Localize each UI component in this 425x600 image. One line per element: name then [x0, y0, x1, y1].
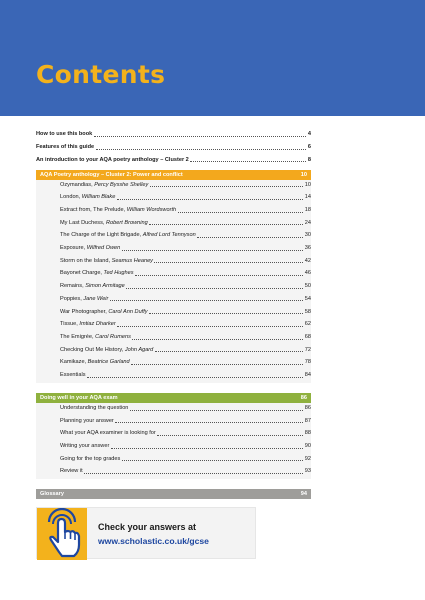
entry-author: William Wordsworth: [126, 207, 177, 214]
intro-entries: [36, 131, 311, 164]
section-title: Doing well in your AQA exam: [40, 394, 118, 401]
section-title: Glossary: [40, 491, 64, 498]
entry-title-text: What your AQA examiner is looking for: [60, 430, 156, 437]
toc-entry[interactable]: [60, 405, 311, 412]
entry-title: [60, 245, 120, 252]
entry-author: Seamus Heaney: [111, 257, 153, 264]
dot-leader: [117, 326, 303, 327]
toc-entry[interactable]: [60, 207, 311, 214]
page-title: Contents: [36, 60, 166, 89]
entry-author: Carol Rumens: [95, 333, 131, 340]
entry-title: [60, 405, 128, 412]
section-title: AQA Poetry anthology – Cluster 2: Power and conflict: [40, 171, 183, 178]
exam-skills-list: [36, 403, 311, 479]
entry-title: [60, 468, 83, 475]
entry-author: Wilfred Owen: [86, 245, 121, 252]
toc-entry[interactable]: [60, 372, 311, 379]
entry-page: 84: [304, 371, 311, 378]
dot-leader: [84, 473, 303, 474]
toc-entry[interactable]: [36, 131, 311, 138]
entry-page: 4: [307, 131, 311, 137]
section-header-doing-well[interactable]: [36, 393, 311, 403]
entry-title-text: Tissue,: [60, 321, 80, 328]
promo-box[interactable]: [36, 507, 256, 559]
entry-page: 86: [304, 404, 311, 411]
entry-title-text: Going for the top grades: [60, 455, 121, 462]
entry-title-text: Essentials: [60, 371, 86, 378]
entry-author: Carol Ann Duffy: [108, 308, 148, 315]
dot-leader: [149, 224, 303, 225]
entry-page: 68: [304, 333, 311, 340]
entry-title: [60, 418, 114, 425]
entry-title: [60, 321, 116, 328]
entry-page: 8: [307, 156, 311, 163]
entry-page: 72: [304, 346, 311, 353]
entry-author: Jane Weir: [83, 295, 109, 302]
toc-entry[interactable]: [60, 270, 311, 277]
entry-author: Imtiaz Dharker: [79, 321, 116, 328]
entry-page: 36: [304, 245, 311, 252]
entry-title-text: War Photographer,: [60, 308, 109, 315]
toc-entry[interactable]: [60, 258, 311, 265]
section-page: 10: [300, 171, 307, 178]
entry-title-text: Checking Out Me History,: [60, 346, 125, 353]
dot-leader: [110, 300, 303, 301]
entry-author: Robert Browning: [106, 219, 148, 226]
entry-title-text: My Last Duchess,: [60, 219, 107, 226]
entry-page: 78: [304, 359, 311, 366]
entry-title-text: Remains,: [60, 283, 86, 290]
entry-author: Simon Armitage: [85, 283, 125, 290]
entry-author: Alfred Lord Tennyson: [142, 232, 196, 239]
toc-entry[interactable]: [60, 430, 311, 437]
section-page: 86: [300, 394, 307, 401]
toc-entry[interactable]: [60, 456, 311, 463]
entry-title: [60, 232, 196, 239]
entry-title: [60, 456, 120, 463]
toc-entry[interactable]: [60, 321, 311, 328]
header-band: [0, 0, 425, 116]
entry-title: [60, 182, 148, 189]
entry-title-text: Kamikaze,: [60, 359, 88, 366]
toc-entry[interactable]: [60, 309, 311, 316]
entry-title-text: London,: [60, 194, 82, 201]
entry-page: 54: [304, 295, 311, 302]
dot-leader: [155, 351, 303, 352]
dot-leader: [122, 250, 303, 251]
entry-title-text: Extract from, The Prelude,: [60, 207, 127, 214]
entry-author: Ted Hughes: [103, 270, 134, 277]
entry-title-text: Storm on the Island,: [60, 257, 112, 264]
dot-leader: [178, 212, 304, 213]
entry-title-text: The Emigrée,: [60, 333, 96, 340]
dot-leader: [111, 448, 303, 449]
dot-leader: [122, 460, 303, 461]
entry-title: [60, 443, 109, 450]
entry-title: [60, 372, 86, 379]
entry-author: William Blake: [81, 194, 116, 201]
entry-title-text: Understanding the question: [60, 404, 129, 411]
dot-leader: [157, 435, 303, 436]
hand-pointer-icon: [37, 508, 87, 560]
entry-page: 42: [304, 257, 311, 264]
dot-leader: [115, 422, 303, 423]
toc-entry[interactable]: [60, 443, 311, 450]
section-header-poetry-anthology[interactable]: [36, 170, 311, 180]
dot-leader: [126, 288, 303, 289]
toc-entry[interactable]: [60, 194, 311, 201]
entry-page: 87: [304, 417, 311, 424]
entry-title: [60, 309, 148, 316]
dot-leader: [130, 410, 303, 411]
entry-author: John Agard: [124, 346, 154, 353]
entry-title: [60, 194, 115, 201]
entry-page: 10: [304, 181, 311, 188]
toc-entry[interactable]: [60, 232, 311, 239]
entry-title: [60, 296, 108, 303]
entry-title-text: Exposure,: [60, 245, 87, 252]
entry-title: [60, 270, 134, 277]
toc-entry[interactable]: [60, 245, 311, 252]
toc-entry[interactable]: [60, 347, 311, 354]
dot-leader: [87, 377, 303, 378]
dot-leader: [197, 237, 303, 238]
entry-page: 30: [304, 232, 311, 239]
entry-title-text: Writing your answer: [60, 443, 110, 450]
entry-title: [60, 283, 125, 290]
entry-title: [60, 220, 148, 227]
dot-leader: [190, 161, 306, 162]
dot-leader: [131, 364, 303, 365]
dot-leader: [117, 199, 303, 200]
toc-entry[interactable]: [60, 418, 311, 425]
entry-page: 62: [304, 321, 311, 328]
entry-page: 88: [304, 430, 311, 437]
toc-entry[interactable]: [60, 220, 311, 227]
toc-entry[interactable]: [60, 296, 311, 303]
toc-entry[interactable]: [60, 182, 311, 189]
entry-page: 46: [304, 270, 311, 277]
entry-title-text: Review it: [60, 468, 83, 475]
entry-title-text: Planning your answer: [60, 417, 114, 424]
toc-entry[interactable]: [60, 359, 311, 366]
entry-title: [60, 359, 130, 366]
entry-title: [60, 430, 156, 437]
toc-entry[interactable]: [60, 283, 311, 290]
entry-title: An introduction to your AQA poetry anthology – Cluster 2: [36, 156, 189, 163]
poem-list: [36, 180, 311, 383]
toc-entry[interactable]: [60, 334, 311, 341]
section-header-glossary[interactable]: [36, 489, 311, 499]
table-of-contents: [36, 131, 311, 499]
entry-page: 93: [304, 468, 311, 475]
toc-entry[interactable]: [60, 468, 311, 475]
entry-title: [60, 207, 176, 214]
entry-author: Percy Bysshe Shelley: [94, 181, 149, 188]
entry-title-text: The Charge of the Light Brigade,: [60, 232, 143, 239]
dot-leader: [149, 313, 303, 314]
entry-title-text: Bayonet Charge,: [60, 270, 104, 277]
toc-entry[interactable]: [36, 157, 311, 164]
entry-title-text: Ozymandias,: [60, 181, 95, 188]
entry-page: 92: [304, 455, 311, 462]
promo-link[interactable]: www.scholastic.co.uk/gcse: [98, 536, 209, 546]
promo-heading: Check your answers at: [98, 522, 197, 532]
entry-page: 24: [304, 219, 311, 226]
entry-title: [60, 258, 153, 265]
dot-leader: [135, 275, 303, 276]
toc-entry[interactable]: [36, 144, 311, 151]
entry-page: 6: [307, 143, 311, 150]
entry-title: [60, 347, 153, 354]
entry-page: 90: [304, 443, 311, 450]
entry-page: 58: [304, 308, 311, 315]
entry-page: 50: [304, 283, 311, 290]
dot-leader: [132, 339, 303, 340]
dot-leader: [94, 136, 307, 137]
entry-page: 14: [304, 194, 311, 201]
section-page: 94: [300, 491, 307, 498]
dot-leader: [150, 186, 303, 187]
entry-title: Features of this guide: [36, 143, 95, 150]
entry-title: [60, 334, 131, 341]
entry-title: How to use this book: [36, 131, 93, 137]
dot-leader: [154, 262, 303, 263]
entry-author: Beatrice Garland: [87, 359, 130, 366]
entry-title-text: Poppies,: [60, 295, 84, 302]
dot-leader: [96, 149, 307, 150]
entry-page: 18: [304, 207, 311, 214]
